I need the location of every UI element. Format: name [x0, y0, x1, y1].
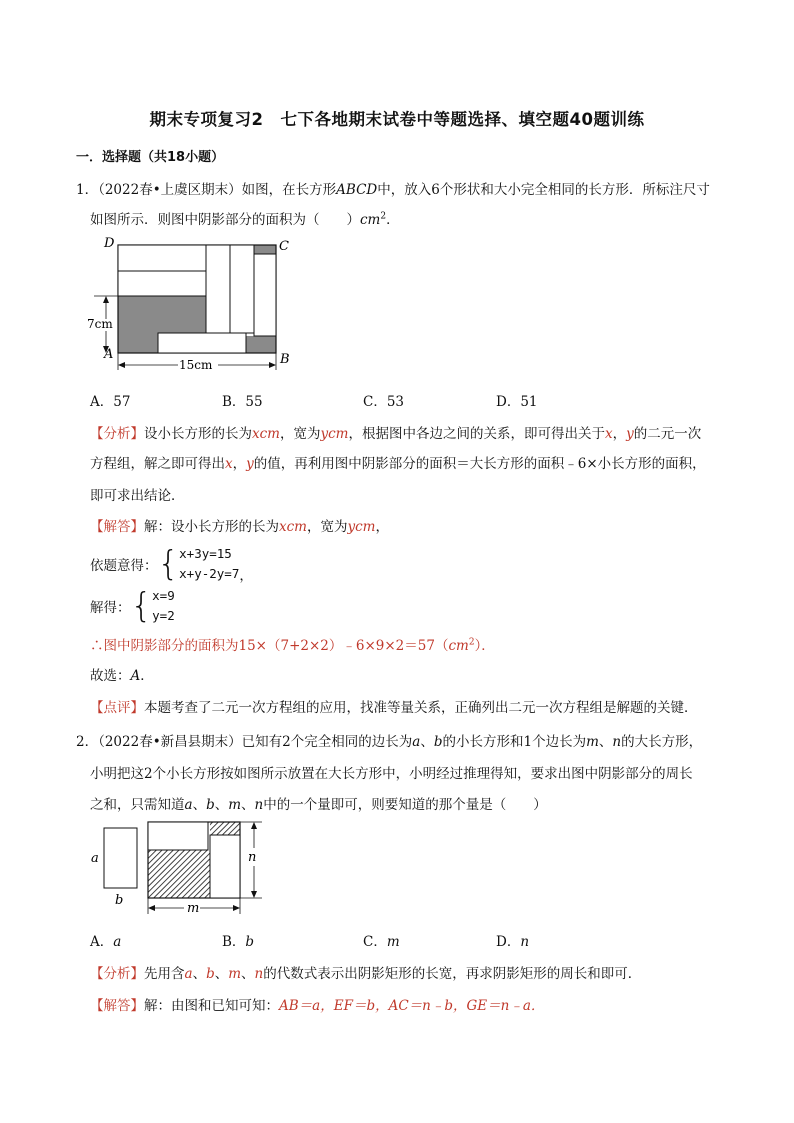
q2-option-b[interactable]: B．b — [222, 934, 255, 950]
q1-option-d[interactable]: D．51 — [496, 394, 538, 410]
q1-label-d: D — [104, 236, 115, 251]
q1-result: ∴图中阴影部分的面积为$15\times(7+2\times 2)﹣6\times 9\times 2=57(cm^2)$． — [90, 637, 495, 654]
q1-rect-1 — [118, 245, 206, 271]
q2-label-a: a — [91, 851, 99, 866]
q1-answer-line1: 【解答】解：设小长方形的长为xcm，宽为ycm， — [90, 519, 389, 535]
q1-equation-system: 依题意得： { x+3y=15 x+y-2y=7 ， — [90, 544, 253, 584]
q1-rect-5 — [254, 254, 276, 336]
q2-figure — [86, 818, 276, 918]
q2-label-n: n — [248, 850, 257, 865]
q2-source: （2022春•新昌县期末） — [98, 734, 242, 750]
q1-analysis-line2: 方程组，解之即可得出x，y的值，再利用图中阴影部分的面积＝大长方形的面积﹣6×小长方形的面积， — [90, 456, 706, 472]
q1-analysis-tag: 【分析】 — [90, 426, 144, 442]
q2-answer: 【解答】解：由图和已知可知：AB＝a，EF＝b，AC＝n﹣b，GE＝n﹣a． — [90, 998, 545, 1014]
q1-shade-bottom-right — [246, 336, 276, 353]
q2-answer-tag: 【解答】 — [90, 998, 144, 1014]
q1-sol1: x=9 — [152, 588, 175, 603]
q2-analysis-tag: 【分析】 — [90, 966, 144, 982]
q2-line3: 之和，只需知道a、b、m、n中的一个量即可，则要知道的那个量是（ ） — [90, 797, 547, 813]
section-heading: 一．选择题（共18小题） — [76, 150, 225, 165]
q1-shade-top-right — [254, 245, 276, 254]
q1-rect-6 — [158, 333, 246, 353]
q1-number: 1． — [76, 182, 99, 198]
q2-number: 2． — [76, 734, 99, 750]
q1-label-b: B — [280, 352, 290, 367]
q1-line2: 如图所示．则图中阴影部分的面积为（ ）$cm^2$． — [90, 211, 400, 228]
q1-answer-tag: 【解答】 — [90, 519, 144, 535]
q1-eq2: x+y-2y=7 — [179, 566, 240, 581]
q2-line2: 小明把这2个小长方形按如图所示放置在大长方形中，小明经过推理得知，要求出图中阴影部分的周长 — [90, 766, 693, 782]
q1-analysis-line1: 【分析】设小长方形的长为xcm，宽为ycm，根据图中各边之间的关系，即可得出关于x，y的二元一次 — [90, 426, 702, 442]
q1-option-c[interactable]: C．53 — [363, 394, 405, 410]
q1-option-a[interactable]: A．57 — [90, 394, 131, 410]
q2-small-rect — [104, 828, 137, 888]
q1-rect-3 — [206, 245, 230, 333]
q1-figure — [86, 236, 296, 376]
q1-label-a: A — [104, 347, 114, 362]
q2-inner-rect-h — [148, 822, 208, 850]
q1-comment-tag: 【点评】 — [90, 700, 144, 716]
q1-line1: 1．（2022春•上虞区期末）如图，在长方形ABCD中，放入6个形状和大小完全相同的长方形．所标注尺寸 — [76, 182, 710, 198]
q2-analysis: 【分析】先用含a、b、m、n的代数式表示出阴影矩形的长宽，再求阴影矩形的周长和即可． — [90, 966, 642, 982]
q2-option-a[interactable]: A．a — [90, 934, 122, 950]
q2-shade-top-right — [210, 822, 240, 835]
q1-analysis-line3: 即可求出结论． — [90, 488, 185, 504]
q1-sol2: y=2 — [152, 608, 175, 623]
q1-solution-system: 解得： { x=9 y=2 — [90, 586, 175, 626]
q1-label-width: 15cm — [179, 358, 213, 372]
page-title: 期末专项复习2 七下各地期末试卷中等题选择、填空题40题训练 — [149, 110, 645, 129]
q2-inner-rect-v — [210, 835, 240, 898]
q2-label-b: b — [115, 893, 124, 908]
q1-rect-2 — [118, 271, 206, 296]
q1-source: （2022春•上虞区期末） — [98, 182, 242, 198]
q1-label-height: 7cm — [87, 317, 113, 331]
q1-eq1: x+3y=15 — [179, 546, 232, 561]
q2-label-m: m — [187, 901, 200, 916]
q2-option-d[interactable]: D．n — [496, 934, 530, 950]
q1-comment: 【点评】本题考查了二元一次方程组的应用，找准等量关系，正确列出二元一次方程组是解题的关键． — [90, 700, 698, 716]
q1-label-c: C — [279, 239, 289, 254]
q2-line1: 2．（2022春•新昌县期末）已知有2个完全相同的边长为a、b的小长方形和1个边长为m、n的大长方形， — [76, 734, 703, 750]
q1-rect-4 — [230, 245, 254, 333]
q1-option-b[interactable]: B．55 — [222, 394, 263, 410]
q2-option-c[interactable]: C．m — [363, 934, 400, 950]
q1-choice: 故选：A． — [90, 668, 154, 684]
